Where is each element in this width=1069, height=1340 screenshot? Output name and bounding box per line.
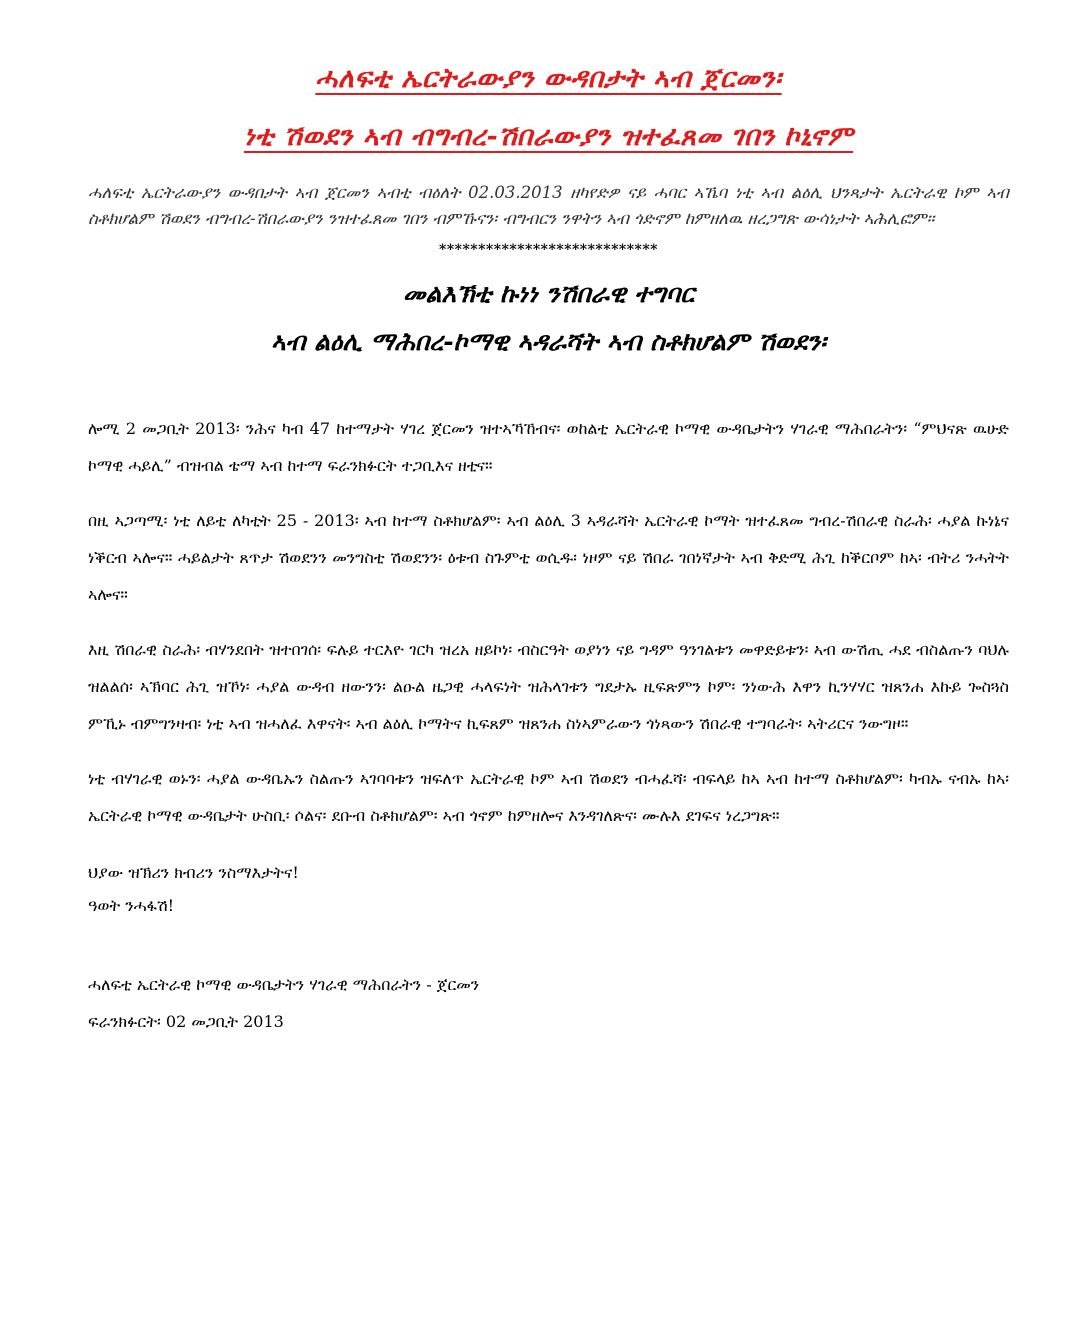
subtitle-line-2: ኣብ ልዕሊ ማሕበረ-ኮማዊ ኣዳራሻት ኣብ ስቶክሆልም ሽወደን፡ — [270, 327, 827, 356]
signature-organization: ሓለፍቲ ኤርትራዊ ኮማዊ ውዳቤታትን ሃገራዊ ማሕበራትን - ጀርመን — [88, 975, 480, 994]
signature-place-date: ፍራንክፉርት፡ 02 መጋቢት 2013 — [88, 1012, 284, 1031]
body-paragraph: ሎሚ 2 መጋቢት 2013፡ ንሕና ካብ 47 ከተማታት ሃገረ ጀርመን ዝተኣኻኸብና፡ ወከልቲ ኤርትራዊ ኮማዊ ውዳቤታትን ሃገራዊ ማሕበራትን፡ “ምህናጽ ዉሁድ ኮማዊ ሓይሊ” ብዝብል ቴማ ኣብ ከተማ ፍራንክፉርት ተጋቢእና ዘቲና። — [88, 419, 1009, 475]
closing-line-1: ህያው ዝኽሪን ክብሪን ንስማእታትና! — [88, 863, 299, 882]
signature-block — [88, 966, 1009, 1040]
body-paragraph: ነቲ ብሃገራዊ ወኑን፡ ሓያል ውዳቤኡን ስልጡን ኣገባባቱን ዝፍለጥ ኤርትራዊ ኮም ኣብ ሽወደን ብሓፈሻ፡ ብፍላይ ከኣ ኣብ ከተማ ስቶክሆልም፡ ካብኡ ናብኡ ከኣ፡ ኤርትራዊ ኮማዊ ውዳቤታት ሁስቢ፡ ሶልና፡ ደቡብ ስቶክሆልም፡ ኣብ ጎኖም ከምዘሎና እንዳገለጽና፡ ሙሉእ ደገፍና ነረጋግጽ። — [88, 769, 1009, 825]
closing-lines — [88, 856, 1009, 922]
document-title-line-1: ሓለፍቲ ኤርትራውያን ውዳበታት ኣብ ጀርመን፡ — [315, 63, 782, 94]
closing-line-2: ዓወት ንሓፋሽ! — [88, 896, 175, 915]
intro-summary: ሓለፍቲ ኤርትራውያን ውዳበታት ኣብ ጀርመን ኣብቲ ብዕለት 02.03.2013 ዘካየድዎ ናይ ሓባር ኣኼባ ነቲ ኣብ ልዕሊ ህንጻታት ኤርትራዊ ኮም ኣብ ስቶክሆልም ሽወደን ብግብረ-ሽበራውያን ንዝተፈጸመ ገበን ብምኹናን፡ ብግብርን ንዋትን ኣብ ጎድኖም ከምዘለዉ ዘረጋግጽ ውሳነታት ኣሕሊፎም። — [88, 183, 1009, 228]
document-title-line-2: ነቲ ሽወደን ኣብ ብግብረ-ሽበራውያን ዝተፈጸመ ገበን ኮኒኖም — [243, 121, 854, 152]
subtitle-line-1: መልእኽቲ ኩነነ ንሽበራዊ ተግባር — [402, 279, 695, 308]
body-paragraph: በዚ ኣጋጣሚ፡ ነቲ ለይቲ ለካቲት 25 - 2013፡ ኣብ ከተማ ስቶክሆልም፡ ኣብ ልዕሊ 3 ኣዳራሻት ኤርትራዊ ኮማት ዝተፈጸመ ግብረ-ሽበራዊ ስራሕ፡ ሓያል ኩነኔና ነቕርብ ኣሎና። ሓይልታት ጸጥታ ሽወደንን መንግስቲ ሽወደንን፡ ዕቱብ ስጉምቲ ወሲዱ፡ ነዞም ናይ ሽበራ ገበነኛታት ኣብ ቅድሚ ሕጊ ከቕርቦም ከኣ፡ ብትሪ ንሓትት ኣሎና። — [88, 511, 1009, 604]
body-paragraph: እዚ ሽበራዊ ስራሕ፡ ብሃንደበት ዝተበገሰ፡ ፍሉይ ተርእዮ ገርካ ዝረአ ዘይኮነ፡ ብስርዓት ወያነን ናይ ግዳም ዓንገልቱን መዋድይቱን፡ ኣብ ውሽጢ ሓደ ብስልጡን ባህሉ ዝልልሰ፡ ኣኽባር ሕጊ ዝኾነ፡ ሓያል ውዳብ ዘውንን፡ ልዑል ዜጋዊ ሓላፍነት ዝሕላገቱን ግደታኡ ዚፍጽምን ኮም፡ ንነውሕ እዋን ኪንሃሃር ዝጸንሐ እኩይ ጐስጓስ ምኺኑ ብምግንዛብ፡ ነቲ ኣብ ዝሓለፈ እዋናት፡ ኣብ ልዕሊ ኮማትና ኪፍጸም ዝጸንሐ ስነኣምራውን ጎነጻውን ሽበራዊ ተግባራት፡ ኣትሪርና ንውግዞ። — [88, 640, 1009, 733]
separator: **************************** — [439, 242, 658, 258]
